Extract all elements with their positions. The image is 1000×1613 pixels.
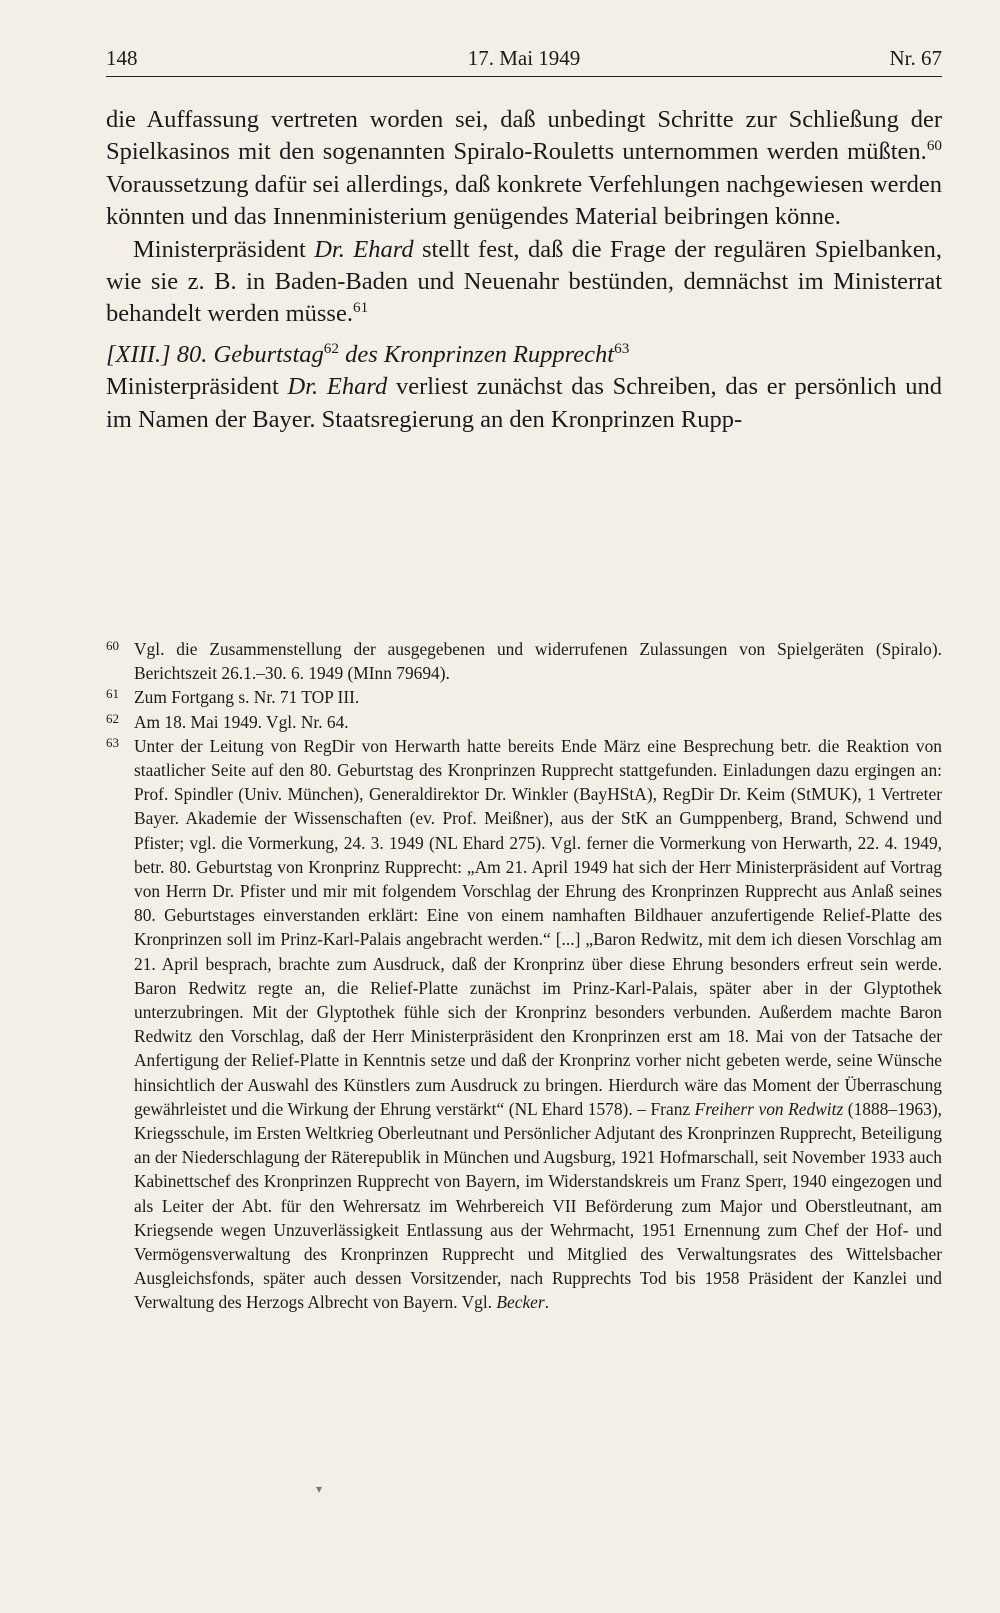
footnote-number: 62 bbox=[106, 710, 119, 726]
footnote-60: 60 Vgl. die Zusammenstellung der ausgegebenen und widerrufenen Zulassungen von Spielgeräten (Spiralo). Berichtszeit 26.1.–30. 6. 1949 (MInn 79694). bbox=[106, 637, 942, 685]
person-name: Ehard bbox=[326, 373, 388, 401]
footnote-ref-63[interactable]: 63 bbox=[614, 339, 630, 357]
footnote-62: 62 Am 18. Mai 1949. Vgl. Nr. 64. bbox=[106, 710, 942, 734]
paragraph-3: Ministerpräsident Dr. Ehard verliest zunächst das Schreiben, das er persönlich und im Namen der Bayer. Staatsregierung an den Kronprinzen Rupp- bbox=[106, 373, 943, 433]
footnotes bbox=[106, 637, 942, 1315]
person-name: Ehard bbox=[353, 235, 414, 263]
person-name: Freiherr von Redwitz bbox=[694, 1098, 844, 1119]
document-number: Nr. 67 bbox=[889, 46, 942, 70]
section-heading: [XIII.] 80. Geburtstag$^{62}$ des Kronprinzen Rupprecht$^{63}$ bbox=[106, 339, 630, 368]
footnote-ref-61[interactable]: 61 bbox=[352, 299, 369, 317]
footnote-number: 63 bbox=[106, 734, 119, 750]
page-header bbox=[106, 46, 942, 77]
footnote-61: 61 Zum Fortgang s. Nr. 71 TOP III. bbox=[106, 685, 942, 709]
footnote-ref-62[interactable]: 62 bbox=[323, 339, 339, 357]
reference-author: Becker bbox=[496, 1292, 545, 1313]
page-number: 148 bbox=[106, 46, 138, 70]
footnote-number: 61 bbox=[106, 686, 119, 702]
paragraph-1: die Auffassung vertreten worden sei, daß unbedingt Schritte zur Schließung der Spielkasinos mit den sogenannten Spiralo-Rouletts unternommen werden müßten.$^{60}$ Voraussetzung dafür sei allerdings, daß konkrete Verfehlungen nachgewiesen werden könnten und das Innenministerium genügendes Material beibringen könne. bbox=[106, 106, 942, 231]
footnote-63: 63 Unter der Leitung von RegDir von Herwarth hatte bereits Ende März eine Besprechung betr. die Reaktion von staatlicher Seite auf den 80. Geburtstag des Kronprinzen Rupprecht stattgefunden. Einladungen dazu ergingen an: Prof. Spindler (Univ. München), Generaldirektor Dr. Winkler (BayHStA), RegDir Dr. Keim (StMUK), 1 Vertreter Bayer. Akademie der Wissenschaften (ev. Prof. Meißner), aus der StK an Gumppenberg, Brand, Schwend und Pfister; vgl. die Vormerkung, 24. 3. 1949 (NL Ehard 275). Vgl. ferner die Vormerkung von Herwarth, 22. 4. 1949, betr. 80. Geburtstag von Kronprinz Rupprecht: „Am 21. April 1949 hat sich der Herr Ministerpräsident auf Vortrag von Herrn Dr. Pfister und mir mit folgendem Vorschlag der Ehrung des Kronprinzen Rupprecht aus Anlaß seines 80. Geburtstages einverstanden erklärt: Eine von einem namhaften Bildhauer anzufertigende Relief-Platte des Kronprinzen soll im Prinz-Karl-Palais angebracht werden.“ [...] „Baron Redwitz, mit dem ich diesen Vorschlag am 21. April besprach, brachte zum Ausdruck, daß der Kronprinz über diese Ehrung besonders erfreut sein werde. Baron Redwitz regte an, die Relief-Platte zunächst im Prinz-Karl-Palais, später aber in der Glyptothek unterzubringen. Mit der Glyptothek fühle sich der Kronprinz besonders verbunden. Außerdem machte Baron Redwitz den Vorschlag, daß der Herr Ministerpräsident den Kronprinzen erst am 18. Mai von der Tatsache der Anfertigung der Relief-Platte in Kenntnis setze und daß der Kronprinz vorher nicht gebeten werde, seine Wünsche hinsichtlich der Auswahl des Künstlers zum Ausdruck zu bringen. Hierdurch wäre das Moment der Überraschung gewährleistet und die Wirkung der Ehrung verstärkt“ (NL Ehard 1578). – Franz Freiherr von Redwitz (1888–1963), Kriegsschule, im Ersten Weltkrieg Oberleutnant und Persönlicher Adjutant des Kronprinzen Rupprecht, Beteiligung an der Niederschlagung der Räterepublik in München und Augsburg, 1921 Hofmarschall, seit November 1933 auch Kabinettschef des Kronprinzen Rupprecht von Bayern, im Widerstandskreis um Franz Sperr, 1940 eingezogen und als Leiter der Abt. für den Wehrersatz im Wehrbereich VII Beförderung zum Major und Oberstleutnant, am Kriegsende wegen Unzuverlässigkeit Entlassung aus der Wehrmacht, 1951 Ernennung zum Chef der Hof- und Vermögensverwaltung des Kronprinzen Rupprecht und Mitglied des Verwaltungsrates des Wittelsbacher Ausgleichsfonds, später auch dessen Vorsitzender, nach Rupprechts Tod bis 1958 Präsident der Kanzlei und Verwaltung des Herzogs Albrecht von Bayern. Vgl. Becker. bbox=[106, 734, 942, 1315]
header-date: 17. Mai 1949 bbox=[467, 46, 581, 70]
print-mark: ▾ bbox=[316, 1482, 323, 1496]
footnote-ref-60[interactable]: 60 bbox=[926, 137, 942, 155]
footnote-number: 60 bbox=[106, 638, 119, 653]
paragraph-2: Ministerpräsident Dr. Ehard stellt fest, daß die Frage der regulären Spielbanken, wie sie z. B. in Baden-Baden und Neuenahr bestünden, demnächst im Ministerrat behandelt werden müsse.$^{61}$ bbox=[106, 235, 943, 328]
main-text bbox=[106, 104, 942, 436]
